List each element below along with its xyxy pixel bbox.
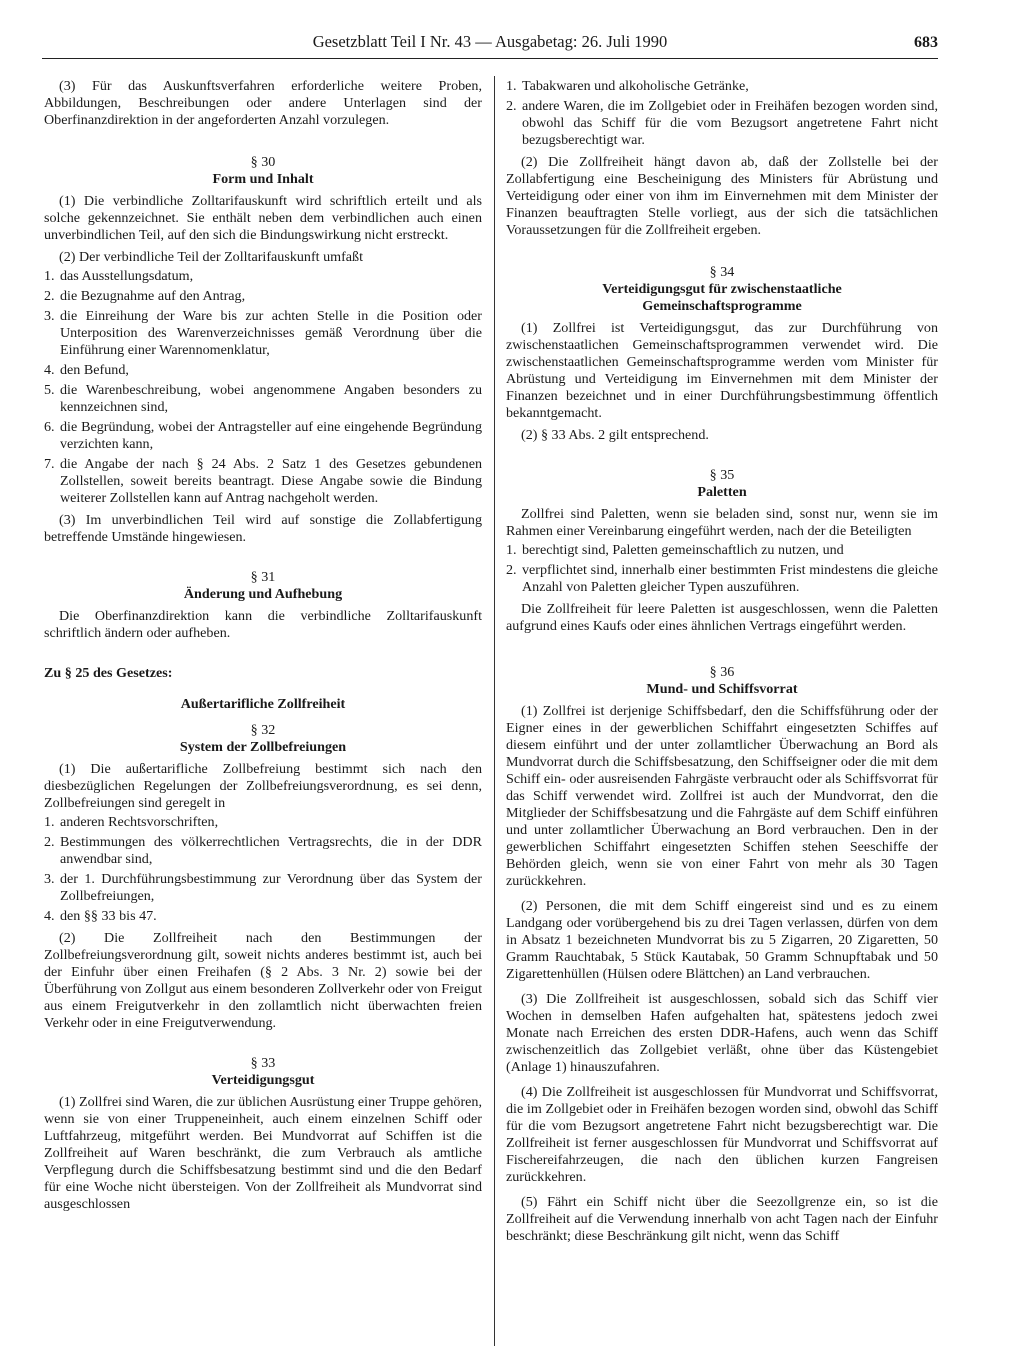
section-33-paragraph-1: (1) Zollfrei sind Waren, die zur üblichen Ausrüstung einer Truppe gehören, wenn sie von einer Truppeneinheit, auch einem einzelnen Schiff oder Luftfahrzeug, mitgeführt werden. Bei Mundvorrat auf Schiffen ist die Zollfreiheit auf Waren beschränkt, die zum Verbrauch als amtliche Verpflegung durch die Schiffsbesatzung bestimmt sind und die den Bedarf für eine Woche nicht übersteigen. Von der Zollfreiheit als Mundvorrat sind ausgeschlossen bbox=[44, 1094, 482, 1212]
header-rule bbox=[42, 58, 938, 59]
list-item: 6. die Begründung, wobei der Antragsteller auf eine eingehende Begründung verzichten kann, bbox=[44, 419, 482, 452]
list-item: 1. anderen Rechtsvorschriften, bbox=[44, 814, 219, 830]
section-36-paragraph-3: (3) Die Zollfreiheit ist ausgeschlossen, sobald sich das Schiff vier Wochen in demselben Hafen aufgehalten hat, spätestens jedoch zwei Monate nach Erreichen des ersten DDR-Hafens, auch wenn das Schiff zwischenzeitlich das Zollgebiet verläßt, ohne über das Küstengebiet (Anlage 1) hinauszufahren. bbox=[506, 991, 938, 1075]
section-36-paragraph-1: (1) Zollfrei ist derjenige Schiffsbedarf, den die Schiffsführung oder der Eigner eines in der gewerblichen Schiffahrt eingesetzten Schiffes auf diesem einführt und der unter zollamtlicher Überwachung an Bord als Mundvorrat durch die Schiffsbesatzung, den Schiffseigner oder die mit dem Schiff ein- oder ausreisenden Fahrgäste verbraucht oder als Schiffsvorrat für das Schiff verwendet wird. Zollfrei ist auch der Mundvorrat, den die Mitglieder der Schiffsbesatzung und die Fahrgäste auf dem Schiff einführen und unter zollamtlicher Überwachung an Bord verbrauchen. Den in der gewerblichen Schiffahrt eingesetzten Schiffen stehen Seeschiffe der Behörden gleich, wenn sie von einer Fahrt von mehr als 30 Tagen zurückkehren. bbox=[506, 703, 938, 889]
section-35-paragraph-2: Die Zollfreiheit für leere Paletten ist ausgeschlossen, wenn die Paletten aufgrund eines Kaufs oder eines ähnlichen Vertrags eingeführt werden. bbox=[506, 601, 938, 634]
section-34-title-line-1: Verteidigungsgut für zwischenstaatliche bbox=[602, 281, 842, 297]
section-32-number: § 32 bbox=[250, 722, 276, 738]
right-column bbox=[506, 78, 938, 1250]
section-30-paragraph-2: (2) Der verbindliche Teil der Zolltarifauskunft umfaßt bbox=[59, 249, 364, 265]
section-36-paragraph-4: (4) Die Zollfreiheit ist ausgeschlossen für Mundvorrat und Schiffsvorrat, die im Zollgebiet oder in Freihäfen bezogen worden sind, obwohl das Schiff für die vom Bezugsort angetretene Fahrt nicht bezugsberechtigt war. Die Zollfreiheit ist ferner ausgeschlossen für Mundvorrat und Schiffsvorrat auf Fischereifahrzeugen, die nach den üblichen kurzen Fangreisen zurückkehren. bbox=[506, 1084, 938, 1185]
section-33-list bbox=[506, 78, 938, 149]
list-item: 5. die Warenbeschreibung, wobei angenommene Angaben besonders zu kennzeichnen sind, bbox=[44, 382, 482, 415]
section-32-paragraph-2: (2) Die Zollfreiheit nach den Bestimmungen der Zollbefreiungsverordnung gilt, soweit nichts anderes bestimmt ist, auch bei der Einfuhr über einen Freihafen (§ 2 Abs. 3 Nr. 2) sowie bei der Überführung von Zollgut aus einem besonderen Zollverkehr oder von Freigut aus einem Freigutverkehr in den zollamtlich nicht überwachten freien Verkehr oder in eine Freigutverwendung. bbox=[44, 930, 482, 1031]
section-31-title: Änderung und Aufhebung bbox=[183, 586, 343, 602]
list-item: 2. andere Waren, die im Zollgebiet oder in Freihäfen bezogen worden sind, obwohl das Schiff für die vom Bezugsort angetretene Fahrt nicht bezugsberechtigt war. bbox=[506, 98, 938, 148]
section-36-number: § 36 bbox=[709, 664, 735, 680]
section-32-title: System der Zollbefreiungen bbox=[179, 739, 347, 755]
section-34-title-line-2: Gemeinschaftsprogramme bbox=[642, 298, 802, 314]
list-item: 3. der 1. Durchführungsbestimmung zur Verordnung über das System der Zollbefreiungen, bbox=[44, 871, 482, 904]
section-33-paragraph-2: (2) Die Zollfreiheit hängt davon ab, daß der Zollstelle bei der Zollabfertigung eine Bescheinigung des Ministers für Abrüstung und Verteidigung oder einer von ihm im Einvernehmen mit dem Minister der Finanzen beauftragten Stelle vorliegt, aus der sich die tatsächlichen Voraussetzungen für die Zollfreiheit ergeben. bbox=[506, 154, 938, 238]
section-35-title: Paletten bbox=[697, 484, 747, 500]
section-30-paragraph-3: (3) Im unverbindlichen Teil wird auf sonstige die Zollabfertigung betreffende Umstände hingewiesen. bbox=[44, 512, 482, 545]
section-30-paragraph-1: (1) Die verbindliche Zolltarifauskunft wird schriftlich erteilt und als solche gekennzeichnet. Sie enthält neben dem verbindlichen auch einen unverbindlichen Teil, auf den sich die Bindungswirkung nicht erstreckt. bbox=[44, 193, 482, 243]
section-36-paragraph-5: (5) Fährt ein Schiff nicht über die Seezollgrenze ein, so ist die Zollfreiheit auf die Verwendung innerhalb von acht Tagen nach der Einfuhr beschränkt; diese Beschränkung gilt nicht, wenn das Schiff bbox=[506, 1194, 938, 1244]
section-32-list bbox=[44, 814, 482, 925]
section-33-title: Verteidigungsgut bbox=[211, 1072, 315, 1088]
section-30-title: Form und Inhalt bbox=[212, 171, 314, 187]
section-35-paragraph-1: Zollfrei sind Paletten, wenn sie beladen sind, sonst nur, wenn sie im Rahmen einer Vereinbarung eingeführt werden, nach der die Beteiligten bbox=[506, 506, 938, 539]
section-30-list bbox=[44, 268, 482, 507]
section-36-paragraph-2: (2) Personen, die mit dem Schiff eingereist sind und es zu einem Landgang oder vorübergehend bis zu drei Tagen verlassen, dürfen von dem in Absatz 1 bezeichneten Mundvorrat bis zu 5 Zigarren, 20 Zigaretten, 50 Gramm Rauchtabak, 5 Stück Kautabak, 50 Gramm Schnupftabak und 50 Zigarettenhüllen (Hülsen odere Blättchen) an Land verbrauchen. bbox=[506, 898, 938, 982]
column-divider bbox=[494, 76, 495, 1346]
page-header bbox=[42, 32, 938, 58]
list-item: 1. berechtigt sind, Paletten gemeinschaftlich zu nutzen, und bbox=[506, 542, 844, 558]
list-item: 1. das Ausstellungsdatum, bbox=[44, 268, 194, 284]
section-36-title: Mund- und Schiffsvorrat bbox=[646, 681, 798, 697]
list-item: 1. Tabakwaren und alkoholische Getränke, bbox=[506, 78, 749, 94]
list-item: 4. den Befund, bbox=[44, 362, 129, 378]
subheading-zu-25: Zu § 25 des Gesetzes: bbox=[44, 665, 173, 681]
section-33-number: § 33 bbox=[250, 1055, 276, 1071]
left-column bbox=[44, 78, 482, 1218]
list-item: 2. Bestimmungen des völkerrechtlichen Vertragsrechts, die in der DDR anwendbar sind, bbox=[44, 834, 482, 867]
section-35-number: § 35 bbox=[709, 467, 735, 483]
section-31-number: § 31 bbox=[250, 569, 276, 585]
section-30-number: § 30 bbox=[250, 154, 276, 170]
section-35-list bbox=[506, 542, 938, 596]
chapter-heading: Außertarifliche Zollfreiheit bbox=[180, 696, 346, 712]
section-32-paragraph-1: (1) Die außertarifliche Zollbefreiung bestimmt sich nach den diesbezüglichen Regelungen der Zollbefreiungsverordnung, es sei denn, Zollbefreiungen sind geregelt in bbox=[44, 761, 482, 811]
section-34-paragraph-2: (2) § 33 Abs. 2 gilt entsprechend. bbox=[521, 427, 709, 443]
list-item: 2. verpflichtet sind, innerhalb einer bestimmten Frist mindestens die gleiche Anzahl von Paletten gleicher Typen auszuführen. bbox=[506, 562, 938, 595]
section-31-paragraph: Die Oberfinanzdirektion kann die verbindliche Zolltarifauskunft schriftlich ändern oder aufheben. bbox=[44, 608, 482, 641]
section-34-paragraph-1: (1) Zollfrei ist Verteidigungsgut, das zur Durchführung von zwischenstaatlichen Gemeinschaftsprogrammen verwendet wird. Die zwischenstaatlichen Gemeinschaftsprogramme werden vom Minister für Abrüstung und Verteidigung im Einvernehmen mit dem Minister der Finanzen bezeichnet und in einer Durchführungsbestimmung öffentlich bekanntgemacht. bbox=[506, 320, 938, 421]
section-34-number: § 34 bbox=[709, 264, 735, 280]
header-title: Gesetzblatt Teil I Nr. 43 — Ausgabetag: 26. Juli 1990 bbox=[312, 32, 668, 51]
list-item: 2. die Bezugnahme auf den Antrag, bbox=[44, 288, 246, 304]
list-item: 4. den §§ 33 bis 47. bbox=[44, 908, 157, 924]
paragraph-29-3: (3) Für das Auskunftsverfahren erforderliche weitere Proben, Abbildungen, Beschreibungen oder andere Unterlagen sind der Oberfinanzdirektion in der angeforderten Anzahl vorzulegen. bbox=[44, 78, 482, 128]
list-item: 7. die Angabe der nach § 24 Abs. 2 Satz 1 des Gesetzes gebundenen Zollstellen, soweit bereits beantragt. Diese Angabe sowie die Bindung weiterer Zollstellen kann auf Antrag nachgeholt werden. bbox=[44, 456, 482, 506]
list-item: 3. die Einreihung der Ware bis zur achten Stelle in die Position oder Unterposition des Warenverzeichnisses gemäß Verordnung über die Einführung einer Warennomenklatur, bbox=[44, 308, 482, 358]
page-number: 683 bbox=[914, 34, 938, 51]
